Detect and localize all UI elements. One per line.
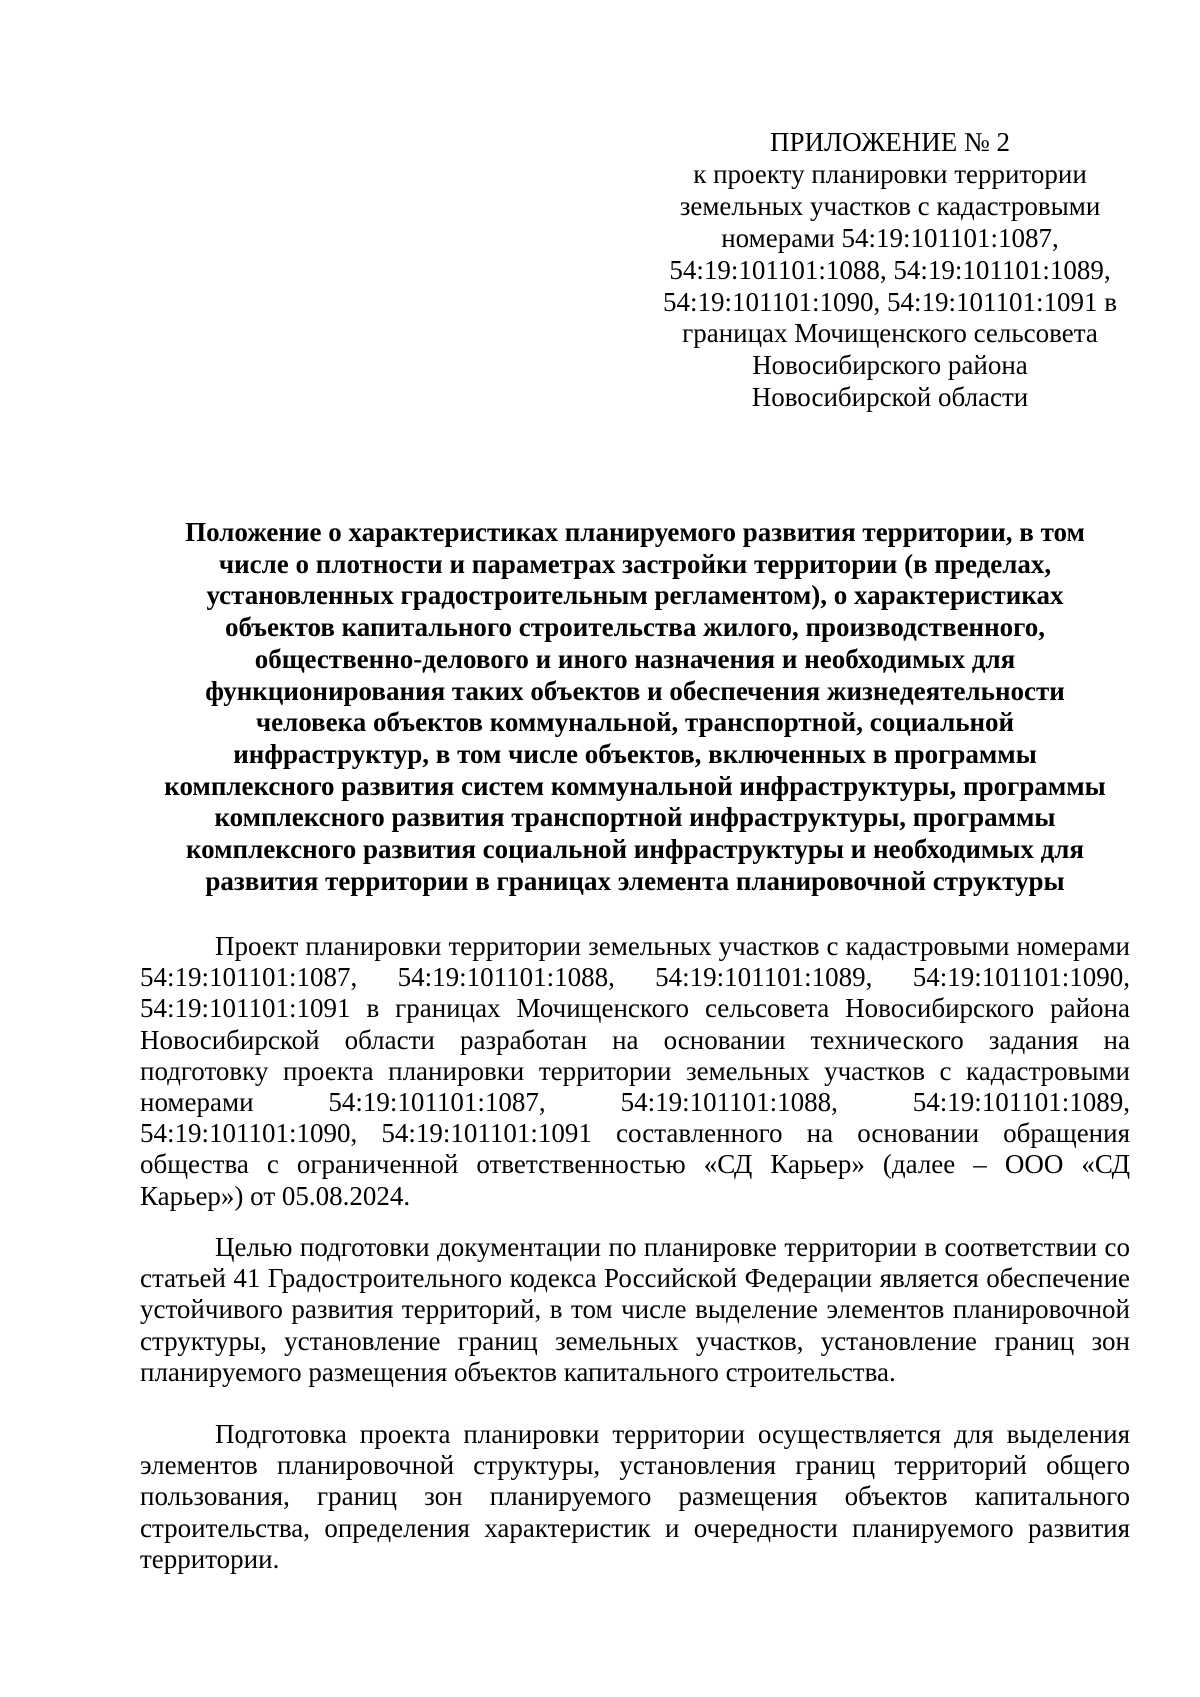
appendix-line: 54:19:101101:1090, 54:19:101101:1091 в bbox=[662, 286, 1117, 317]
heading-line: объектов капитального строительства жилого, производственного, bbox=[224, 612, 1046, 643]
heading-line: комплексного развития систем коммунальной инфраструктуры, программы bbox=[164, 770, 1106, 801]
appendix-line: границах Мочищенского сельсовета bbox=[682, 318, 1098, 349]
body-paragraph: Проект планировки территории земельных участков с кадастровыми номерами 54:19:101101:1087, 54:19:101101:1088, 54:19:101101:1089, 54:19:101101:1090, 54:19:101101:1091 в границах Мочищенского сельсовета Новосибирского района Новосибирской области разработан на основании технического задания на подготовку проекта планировки территории земельных участков с кадастровыми номерами 54:19:101101:1087, 54:19:101101:1088, 54:19:101101:1089, 54:19:101101:1090, 54:19:101101:1091 составленного на основании обращения общества с ограниченной ответственностью «СД Карьер» (далее – ООО «СД Карьер») от 05.08.2024. bbox=[140, 931, 1130, 1211]
heading-line: установленных градостроительным регламентом), о характеристиках bbox=[206, 580, 1064, 611]
body-paragraph: Подготовка проекта планировки территории осуществляется для выделения элементов планировочной структуры, установления границ территорий общего пользования, границ зон планируемого размещения объектов капитального строительства, определения характеристик и очередности планируемого развития территории. bbox=[140, 1419, 1130, 1574]
appendix-line: номерами 54:19:101101:1087, bbox=[721, 222, 1059, 253]
body-paragraph: Целью подготовки документации по планировке территории в соответствии со статьей 41 Градостроительного кодекса Российской Федерации является обеспечение устойчивого развития территорий, в том числе выделение элементов планировочной структуры, установление границ земельных участков, установление границ зон планируемого размещения объектов капитального строительства. bbox=[140, 1232, 1130, 1387]
heading-line: общественно-делового и иного назначения и необходимых для bbox=[254, 643, 1016, 674]
heading-line: человека объектов коммунальной, транспортной, социальной bbox=[255, 707, 1015, 738]
heading-line: Положение о характеристиках планируемого развития территории, в том bbox=[185, 517, 1085, 547]
appendix-line: Новосибирского района bbox=[752, 350, 1028, 381]
heading-line: инфраструктур, в том числе объектов, включенных в программы bbox=[233, 738, 1037, 769]
heading-line: числе о плотности и параметрах застройки территории (в пределах, bbox=[218, 548, 1052, 579]
appendix-line: Новосибирской области bbox=[751, 382, 1029, 413]
appendix-line: земельных участков с кадастровыми bbox=[679, 190, 1101, 221]
appendix-line: 54:19:101101:1088, 54:19:101101:1089, bbox=[669, 254, 1111, 285]
document-heading bbox=[140, 517, 1130, 897]
appendix-caption bbox=[655, 127, 1125, 414]
heading-line: функционирования таких объектов и обеспечения жизнедеятельности bbox=[205, 675, 1065, 706]
heading-line: развития территории в границах элемента планировочной структуры bbox=[205, 865, 1065, 896]
heading-line: комплексного развития транспортной инфраструктуры, программы bbox=[214, 802, 1056, 833]
appendix-line: к проекту планировки территории bbox=[693, 158, 1087, 189]
appendix-title: ПРИЛОЖЕНИЕ № 2 bbox=[769, 127, 1011, 157]
heading-line: комплексного развития социальной инфраструктуры и необходимых для bbox=[185, 834, 1085, 865]
